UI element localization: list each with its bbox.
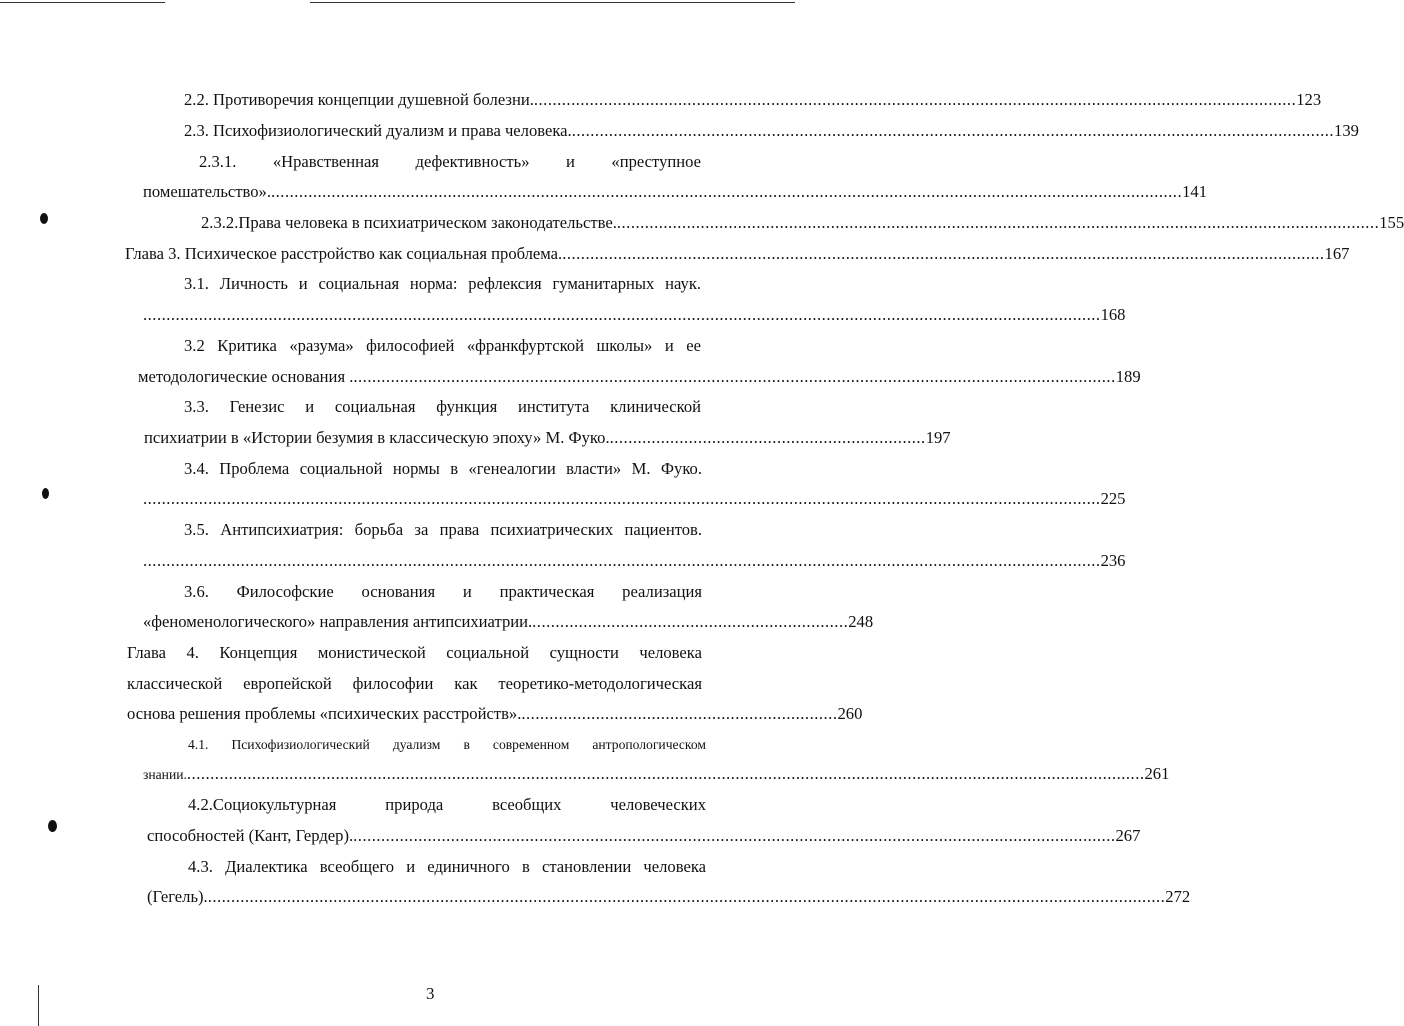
toc-entry: 3.5. Антипсихиатрия: борьба за права психиатрических пациентов. bbox=[184, 520, 703, 539]
page-ref: 197 bbox=[925, 428, 951, 447]
page-ref: 155 bbox=[1379, 213, 1404, 232]
toc-entry: Глава 4. Концепция монистической социальной сущности человека bbox=[127, 643, 702, 662]
leader-dots: .................................................................................................................................................................... bbox=[616, 213, 1380, 232]
page-ref: 260 bbox=[837, 704, 863, 723]
page-ref: 272 bbox=[1165, 887, 1191, 906]
toc-entry: 2.3.2.Права человека в психиатрическом законодательстве. .................................................................................................................................................................... 155 bbox=[201, 213, 1404, 232]
page-ref: 141 bbox=[1182, 182, 1207, 201]
leader-dots: .............................................................................................................................................................................................................. bbox=[186, 764, 1145, 783]
toc-entry: 3.1. Личность и социальная норма: рефлексия гуманитарных наук. bbox=[184, 274, 702, 293]
page-ref: 139 bbox=[1334, 121, 1359, 140]
toc-entry: 2.3.1. «Нравственная дефективность» и «преступное bbox=[199, 152, 701, 171]
leader-dots: .................................................................... bbox=[609, 428, 926, 447]
page-ref: 189 bbox=[1115, 367, 1141, 386]
toc-entry bbox=[143, 551, 1126, 571]
leader-dots: .................................................................................................................................................................... bbox=[353, 826, 1116, 845]
toc-entry: знании. .............................................................................................................................................................................................................. 261 bbox=[143, 764, 1170, 783]
toc-entry: классической европейской философии как теоретико-методологическая bbox=[127, 674, 702, 693]
page-ref: 123 bbox=[1296, 90, 1322, 109]
toc-entry: 3.2 Критика «разума» философией «франкфуртской школы» и ее bbox=[184, 336, 701, 355]
toc-entry: помешательство». .................................................................................................................................................................................................... 141 bbox=[143, 182, 1207, 201]
leader-dots: .............................................................................................................................................................................................................. bbox=[143, 489, 1101, 508]
leader-dots: .............................................................................................................................................................................................................. bbox=[207, 887, 1166, 906]
page-ref: 267 bbox=[1115, 826, 1141, 845]
page-ref: 261 bbox=[1144, 764, 1170, 783]
toc-entry: методологические основания . .................................................................................................................................................................... 189 bbox=[138, 367, 1141, 386]
leader-dots: .................................................................................................................................................................................................... bbox=[271, 182, 1183, 201]
toc-entry: основа решения проблемы «психических расстройств». .................................................................... 260 bbox=[127, 704, 863, 723]
leader-dots: .................................................................................................................................................................... bbox=[533, 90, 1297, 109]
toc-entry: 3.6. Философские основания и практическая реализация bbox=[184, 582, 703, 601]
leader-dots: .................................................................... bbox=[521, 704, 838, 723]
leader-dots: .................................................................... bbox=[532, 612, 849, 631]
page-ref: 248 bbox=[848, 612, 874, 631]
page-ref: 167 bbox=[1324, 244, 1350, 263]
toc-entry bbox=[143, 489, 1126, 509]
leader-dots: .................................................................................................................................................................... bbox=[353, 367, 1116, 386]
toc-entry: 4.2.Социокультурная природа всеобщих человеческих bbox=[188, 795, 706, 814]
leader-dots: .................................................................................................................................................................... bbox=[562, 244, 1325, 263]
toc-entry: 3.4. Проблема социальной нормы в «генеалогии власти» М. Фуко. bbox=[184, 459, 702, 478]
toc-entry: (Гегель). .............................................................................................................................................................................................................. 272 bbox=[147, 887, 1191, 906]
leader-dots: .................................................................................................................................................................... bbox=[571, 121, 1335, 140]
page-ref: 225 bbox=[1100, 489, 1126, 508]
toc-entry: 3.3. Генезис и социальная функция института клинической bbox=[184, 397, 701, 416]
page-ref: 168 bbox=[1100, 305, 1126, 324]
toc-entry: 4.1. Психофизиологический дуализм в современном антропологическом bbox=[188, 737, 706, 752]
leader-dots: .............................................................................................................................................................................................................. bbox=[143, 551, 1101, 570]
toc-entry: способностей (Кант, Гердер). .................................................................................................................................................................... 267 bbox=[147, 826, 1141, 845]
toc-entry: Глава 3. Психическое расстройство как социальная проблема. .................................................................................................................................................................... 167 bbox=[125, 244, 1350, 263]
toc-entry: 2.2. Противоречия концепции душевной болезни. .................................................................................................................................................................... 123 bbox=[184, 90, 1322, 109]
toc-entry: 2.3. Психофизиологический дуализм и права человека. .................................................................................................................................................................... 139 bbox=[184, 121, 1359, 140]
page-number: 3 bbox=[426, 984, 435, 1003]
page-ref: 236 bbox=[1100, 551, 1126, 570]
toc-entry: психиатрии в «Истории безумия в классическую эпоху» М. Фуко. .................................................................... 197 bbox=[144, 428, 951, 447]
toc-entry bbox=[143, 305, 1126, 325]
toc-entry: «феноменологического» направления антипсихиатрии. .................................................................... 248 bbox=[143, 612, 874, 631]
leader-dots: .............................................................................................................................................................................................................. bbox=[143, 305, 1101, 324]
toc-entry: 4.3. Диалектика всеобщего и единичного в становлении человека bbox=[188, 857, 706, 876]
